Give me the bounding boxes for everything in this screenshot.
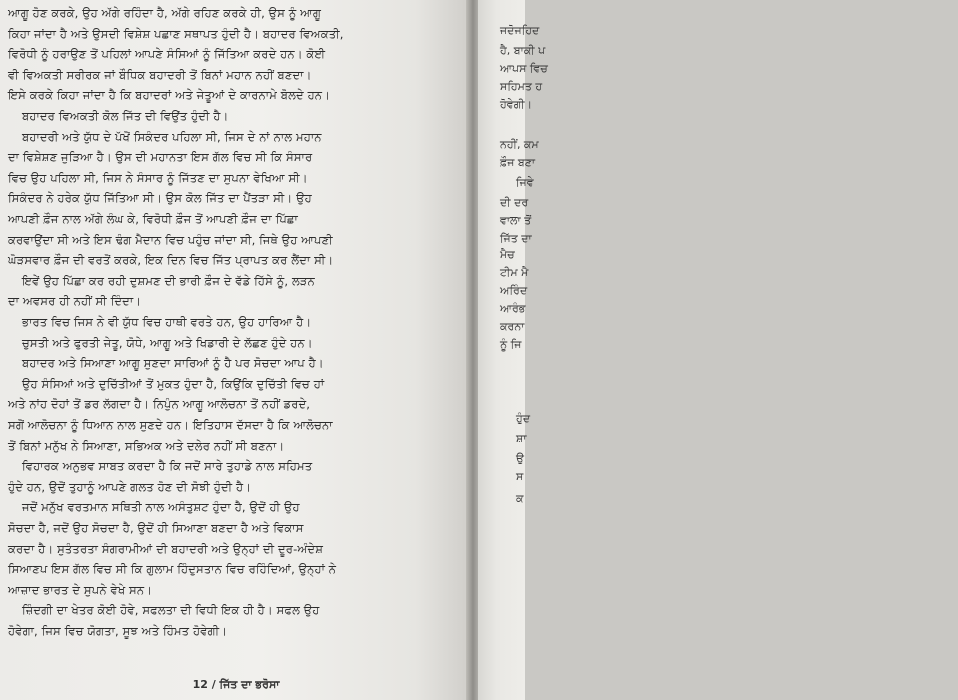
facing-text-line: ਨਹੀਂ, ਕਮ — [500, 138, 539, 151]
facing-text-line: ਹੈ, ਬਾਕੀ ਪ — [500, 44, 546, 57]
text-line: ਹੋਵੇਗਾ, ਜਿਸ ਵਿਚ ਯੋਗਤਾ, ਸੂਝ ਅਤੇ ਹਿੰਮਤ ਹੋਵੇਗੀ। — [8, 624, 228, 638]
text-line: ਆਜ਼ਾਦ ਭਾਰਤ ਦੇ ਸੁਪਨੇ ਵੇਖੇ ਸਨ। — [8, 582, 153, 597]
facing-page — [478, 0, 548, 700]
facing-text-line: ਹੋਵੇਗੀ। — [500, 98, 533, 111]
text-line: ਇਸੇ ਕਰਕੇ ਕਿਹਾ ਜਾਂਦਾ ਹੈ ਕਿ ਬਹਾਦਰਾਂ ਅਤੇ ਜੇਤੂਆਂ ਦੇ ਕਾਰਨਾਮੇ ਬੋਲਦੇ ਹਨ। — [8, 88, 331, 103]
text-line: ਕਰਦਾ ਹੈ। ਸੁਤੰਤਰਤਾ ਸੰਗਰਾਮੀਆਂ ਦੀ ਬਹਾਦਰੀ ਅਤੇ ਉਨ੍ਹਾਂ ਦੀ ਦੂਰ-ਅੰਦੇਸ਼ — [8, 541, 324, 556]
text-line: ਸੋਚਦਾ ਹੈ, ਜਦੋਂ ਉਹ ਸੋਚਦਾ ਹੈ, ਉਦੋਂ ਹੀ ਸਿਆਣਾ ਬਣਦਾ ਹੈ ਅਤੇ ਵਿਕਾਸ — [8, 521, 304, 535]
text-line: ਉਹ ਸੰਸਿਆਂ ਅਤੇ ਦੁਚਿੱਤੀਆਂ ਤੋਂ ਮੁਕਤ ਹੁੰਦਾ ਹੈ, ਕਿਉਂਕਿ ਦੁਚਿੱਤੀ ਵਿਚ ਹਾਂ — [22, 376, 325, 391]
facing-text-line: ਅਰਿੰਦ — [500, 284, 528, 297]
text-line: ਵਿਹਾਰਕ ਅਨੁਭਵ ਸਾਬਤ ਕਰਦਾ ਹੈ ਕਿ ਜਦੋਂ ਸਾਰੇ ਤੁਹਾਡੇ ਨਾਲ ਸਹਿਮਤ — [22, 459, 313, 474]
left-page — [0, 0, 472, 700]
page-footer: 12 / ਜਿੱਤ ਦਾ ਭਰੋਸਾ — [192, 678, 280, 691]
text-line: ਵੀ ਵਿਅਕਤੀ ਸਰੀਰਕ ਜਾਂ ਬੌਧਿਕ ਬਹਾਦਰੀ ਤੋਂ ਬਿਨਾਂ ਮਹਾਨ ਨਹੀਂ ਬਣਦਾ। — [8, 67, 312, 82]
facing-text-line: ਸ਼ਾ — [516, 432, 527, 445]
text-line: ਆਗੂ ਹੋਣ ਕਰਕੇ, ਉਹ ਅੱਗੇ ਰਹਿੰਦਾ ਹੈ, ਅੱਗੇ ਰਹਿਣ ਕਰਕੇ ਹੀ, ਉਸ ਨੂੰ ਆਗੂ — [8, 6, 322, 20]
facing-text-line: ਦੀ ਦਰ — [500, 196, 529, 209]
facing-text-line: ਆਰੰਭ — [500, 302, 526, 315]
text-line: ਤੋਂ ਬਿਨਾਂ ਮਨੁੱਖ ਨੇ ਸਿਆਣਾ, ਸਭਿਅਕ ਅਤੇ ਦਲੇਰ ਨਹੀਂ ਸੀ ਬਣਨਾ। — [8, 438, 285, 453]
text-line: ਇਵੇਂ ਉਹ ਪਿੱਛਾ ਕਰ ਰਹੀ ਦੁਸ਼ਮਣ ਦੀ ਭਾਰੀ ਫ਼ੌਜ ਦੇ ਵੱਡੇ ਹਿੱਸੇ ਨੂੰ, ਲੜਨ — [22, 273, 315, 288]
text-line: ਬਹਾਦਰ ਵਿਅਕਤੀ ਕੋਲ ਜਿੱਤ ਦੀ ਵਿਉਂਤ ਹੁੰਦੀ ਹੈ। — [22, 109, 229, 123]
facing-text-line: ਜਿਵੇ — [516, 176, 534, 189]
text-line: ਕਿਹਾ ਜਾਂਦਾ ਹੈ ਅਤੇ ਉਸਦੀ ਵਿਸ਼ੇਸ਼ ਪਛਾਣ ਸਥਾਪਤ ਹੁੰਦੀ ਹੈ। ਬਹਾਦਰ ਵਿਅਕਤੀ, — [8, 26, 344, 41]
facing-text-line: ਮੈਚ — [500, 248, 515, 261]
text-line: ਦਾ ਵਿਸ਼ੇਸ਼ਣ ਜੁੜਿਆ ਹੈ। ਉਸ ਦੀ ਮਹਾਨਤਾ ਇਸ ਗੱਲ ਵਿਚ ਸੀ ਕਿ ਸੰਸਾਰ — [8, 150, 313, 165]
facing-text-line: ਜਦੋਜਹਿਦ — [500, 24, 540, 37]
facing-text-line: ਉ — [516, 452, 524, 465]
text-line: ਕਰਵਾਉਂਦਾ ਸੀ ਅਤੇ ਇਸ ਢੰਗ ਮੈਦਾਨ ਵਿਚ ਪਹੁੰਚ ਜਾਂਦਾ ਸੀ, ਜਿਥੇ ਉਹ ਆਪਣੀ — [8, 232, 333, 247]
facing-text-line: ਫ਼ੌਜ ਬਣਾ — [500, 156, 536, 169]
text-line: ਦਾ ਅਵਸਰ ਹੀ ਨਹੀਂ ਸੀ ਦਿੰਦਾ। — [8, 294, 142, 309]
text-line: ਬਹਾਦਰ ਅਤੇ ਸਿਆਣਾ ਆਗੂ ਸੁਣਦਾ ਸਾਰਿਆਂ ਨੂੰ ਹੈ ਪਰ ਸੋਚਦਾ ਆਪ ਹੈ। — [22, 356, 324, 371]
text-line: ਸਿਕੰਦਰ ਨੇ ਹਰੇਕ ਯੁੱਧ ਜਿੱਤਿਆ ਸੀ। ਉਸ ਕੋਲ ਜਿੱਤ ਦਾ ਪੈਂਤੜਾ ਸੀ। ਉਹ — [8, 191, 312, 206]
text-line: ਅਤੇ ਨਾਂਹ ਦੋਹਾਂ ਤੋਂ ਡਰ ਲੱਗਦਾ ਹੈ। ਨਿਪੁੰਨ ਆਗੂ ਆਲੋਚਨਾ ਤੋਂ ਨਹੀਂ ਡਰਦੇ, — [8, 397, 311, 412]
text-line: ਵਿਚ ਉਹ ਪਹਿਲਾ ਸੀ, ਜਿਸ ਨੇ ਸੰਸਾਰ ਨੂੰ ਜਿੱਤਣ ਦਾ ਸੁਪਨਾ ਵੇਖਿਆ ਸੀ। — [8, 170, 308, 185]
facing-text-line: ਟੀਮ ਮੈ — [500, 266, 529, 279]
facing-text-line: ਵਾਲਾ ਤੋਂ — [500, 214, 532, 227]
facing-text-line: ਹੁੰਦ — [516, 412, 531, 425]
text-line: ਜ਼ਿੰਦਗੀ ਦਾ ਖੇਤਰ ਕੋਈ ਹੋਵੇ, ਸਫਲਤਾ ਦੀ ਵਿਧੀ ਇਕ ਹੀ ਹੈ। ਸਫਲ ਉਹ — [22, 603, 320, 618]
facing-text-line: ਸ — [516, 470, 524, 483]
facing-text-line: ਨੂੰ ਜਿ — [500, 338, 522, 351]
facing-text-line: ਕਰਨਾ — [500, 320, 525, 333]
text-line: ਬਹਾਦਰੀ ਅਤੇ ਯੁੱਧ ਦੇ ਪੱਖੋਂ ਸਿਕੰਦਰ ਪਹਿਲਾ ਸੀ, ਜਿਸ ਦੇ ਨਾਂ ਨਾਲ ਮਹਾਨ — [22, 129, 322, 144]
facing-text-line: ਜਿੱਤ ਦਾ — [500, 232, 532, 245]
text-line: ਸਗੋਂ ਆਲੋਚਨਾ ਨੂੰ ਧਿਆਨ ਨਾਲ ਸੁਣਦੇ ਹਨ। ਇਤਿਹਾਸ ਦੱਸਦਾ ਹੈ ਕਿ ਆਲੋਚਨਾ — [8, 418, 333, 432]
facing-text-line: ਆਪਸ ਵਿਚ — [500, 62, 548, 75]
text-line: ਵਿਰੋਧੀ ਨੂੰ ਹਰਾਉਣ ਤੋਂ ਪਹਿਲਾਂ ਆਪਣੇ ਸੰਸਿਆਂ ਨੂੰ ਜਿੱਤਿਆ ਕਰਦੇ ਹਨ। ਕੋਈ — [8, 47, 326, 62]
text-line: ਜਦੋਂ ਮਨੁੱਖ ਵਰਤਮਾਨ ਸਥਿਤੀ ਨਾਲ ਅਸੰਤੁਸ਼ਟ ਹੁੰਦਾ ਹੈ, ਉਦੋਂ ਹੀ ਉਹ — [22, 500, 300, 515]
text-line: ਆਪਣੀ ਫ਼ੌਜ ਨਾਲ ਅੱਗੇ ਲੰਘ ਕੇ, ਵਿਰੋਧੀ ਫ਼ੌਜ ਤੋਂ ਆਪਣੀ ਫ਼ੌਜ ਦਾ ਪਿੱਛਾ — [8, 212, 298, 226]
text-line: ਚੁਸਤੀ ਅਤੇ ਫੁਰਤੀ ਜੇਤੂ, ਯੋਧੇ, ਆਗੂ ਅਤੇ ਖਿਡਾਰੀ ਦੇ ਲੱਛਣ ਹੁੰਦੇ ਹਨ। — [22, 335, 313, 350]
text-line: ਭਾਰਤ ਵਿਚ ਜਿਸ ਨੇ ਵੀ ਯੁੱਧ ਵਿਚ ਹਾਥੀ ਵਰਤੇ ਹਨ, ਉਹ ਹਾਰਿਆ ਹੈ। — [22, 315, 312, 329]
text-line: ਘੋੜਸਵਾਰ ਫ਼ੌਜ ਦੀ ਵਰਤੋਂ ਕਰਕੇ, ਇਕ ਦਿਨ ਵਿਚ ਜਿੱਤ ਪ੍ਰਾਪਤ ਕਰ ਲੈਂਦਾ ਸੀ। — [8, 253, 334, 268]
text-line: ਹੁੰਦੇ ਹਨ, ਉਦੋਂ ਤੁਹਾਨੂੰ ਆਪਣੇ ਗਲਤ ਹੋਣ ਦੀ ਸੋਝੀ ਹੁੰਦੀ ਹੈ। — [8, 479, 252, 494]
text-line: ਸਿਆਣਪ ਇਸ ਗੱਲ ਵਿਚ ਸੀ ਕਿ ਗੁਲਾਮ ਹਿੰਦੁਸਤਾਨ ਵਿਚ ਰਹਿੰਦਿਆਂ, ਉਨ੍ਹਾਂ ਨੇ — [8, 562, 337, 577]
facing-text-line: ਕ — [516, 492, 524, 505]
facing-text-line: ਸਹਿਮਤ ਹ — [500, 80, 543, 93]
